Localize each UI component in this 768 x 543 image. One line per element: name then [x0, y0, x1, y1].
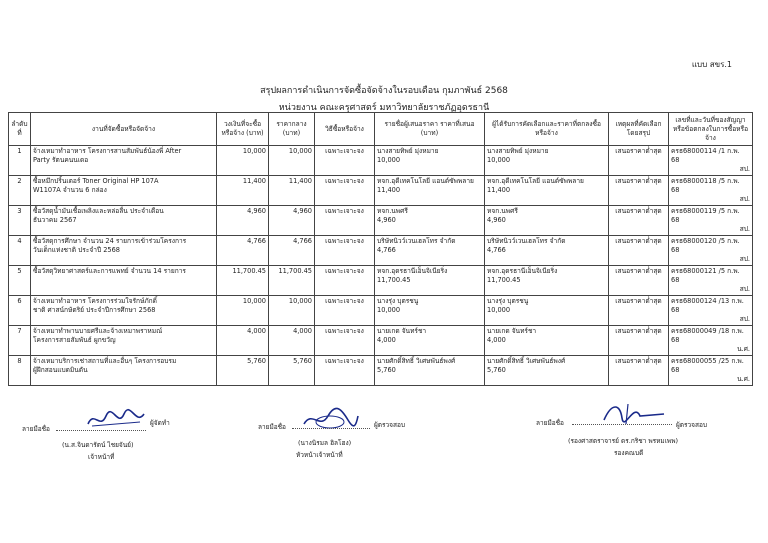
contract-reference-contract-line1: ครธ68000121 /5 ก.พ. 68: [671, 267, 740, 284]
bidder-and-price-bidder: หจก.อุดรธานีเอ็นจิเนียริ่ง: [377, 267, 448, 275]
median-price-median: 4,766: [293, 237, 312, 245]
table-row: [9, 356, 753, 386]
procurement-method-method: เฉพาะเจาะจง: [325, 177, 364, 185]
table-row: [9, 236, 753, 266]
bidder-and-price-cell: [375, 146, 485, 176]
item-description-cell: [31, 206, 217, 236]
budget-amount-budget: 4,000: [247, 327, 266, 335]
contract-reference-contract-line2: สป.: [739, 195, 750, 203]
item-description-cell: [31, 236, 217, 266]
selection-reason-reason: เสนอราคาต่ำสุด: [615, 297, 662, 305]
selection-reason-reason: เสนอราคาต่ำสุด: [615, 207, 662, 215]
row-number-cell: [9, 296, 31, 326]
col-header-no: ลำดับที่: [9, 113, 31, 146]
procurement-method-method: เฉพาะเจาะจง: [325, 297, 364, 305]
median-price-cell: [269, 176, 315, 206]
bidder-and-price-cell: [375, 236, 485, 266]
budget-amount-budget: 5,760: [247, 357, 266, 365]
item-description-item-line1: ซื้อวัสดุการศึกษา จำนวน 24 รายการเข้าร่วมโครงการ: [33, 237, 187, 245]
item-description-item-line2: ชาติ ศาสน์กษัตริย์ ประจำปีการศึกษา 2568: [33, 306, 156, 314]
contract-reference-contract-line2: สป.: [739, 165, 750, 173]
contract-reference-cell: [669, 296, 753, 326]
selection-reason-reason: เสนอราคาต่ำสุด: [615, 237, 662, 245]
item-description-cell: [31, 296, 217, 326]
winner-and-price-winner: หจก.นพศรี: [487, 207, 518, 215]
contract-reference-contract-line2: สป.: [739, 315, 750, 323]
row-number-no: 4: [17, 237, 22, 245]
row-number-no: 6: [17, 297, 22, 305]
signature-right-line: [572, 424, 672, 425]
item-description-cell: [31, 266, 217, 296]
selection-reason-cell: [609, 206, 669, 236]
row-number-cell: [9, 236, 31, 266]
contract-reference-cell: [669, 236, 753, 266]
contract-reference-cell: [669, 356, 753, 386]
median-price-median: 10,000: [288, 297, 312, 305]
bidder-and-price-cell: [375, 296, 485, 326]
selection-reason-reason: เสนอราคาต่ำสุด: [615, 177, 662, 185]
item-description-cell: [31, 356, 217, 386]
item-description-item-line1: จ้างเหมาทำพานบายศรีและจ้างเหมาพราหมณ์: [33, 327, 163, 335]
budget-amount-budget: 11,400: [242, 177, 266, 185]
budget-amount-cell: [217, 176, 269, 206]
contract-reference-contract-line2: สป.: [739, 285, 750, 293]
procurement-table: [8, 112, 753, 386]
procurement-method-cell: [315, 326, 375, 356]
median-price-cell: [269, 206, 315, 236]
row-number-no: 3: [17, 207, 22, 215]
signature-left-mark: [84, 408, 148, 432]
contract-reference-contract-line1: ครธ68000119 /5 ก.พ. 68: [671, 207, 740, 224]
winner-and-price-cell: [485, 146, 609, 176]
signature-right-label: ลายมือชื่อ: [536, 419, 564, 427]
document-title: สรุปผลการดำเนินการจัดซื้อจัดจ้างในรอบเดือน กุมภาพันธ์ 2568: [260, 86, 508, 96]
selection-reason-cell: [609, 236, 669, 266]
procurement-method-method: เฉพาะเจาะจง: [325, 327, 364, 335]
contract-reference-contract-line1: ครธ68000049 /18 ก.พ. 68: [671, 327, 744, 344]
signature-left-position: เจ้าหน้าที่: [88, 453, 115, 461]
median-price-median: 11,700.45: [278, 267, 312, 275]
item-description-item-line1: ซื้อวัสดุวิทยาศาสตร์และการแพทย์ จำนวน 14 รายการ: [33, 267, 186, 275]
item-description-item-line2: Party รัตนคนนเดอ: [33, 156, 89, 164]
signature-right-mark: [598, 398, 668, 426]
col-header-median: ราคากลาง (บาท): [269, 113, 315, 146]
row-number-cell: [9, 206, 31, 236]
bidder-and-price-bidder: นางสายทิพย์ มุ่งหมาย: [377, 147, 439, 155]
contract-reference-contract-line2: สป.: [739, 255, 750, 263]
contract-reference-cell: [669, 206, 753, 236]
budget-amount-cell: [217, 236, 269, 266]
item-description-item-line1: จ้างเหมาทำอาหาร โครงการสานสัมพันธ์น้องพี่ After: [33, 147, 182, 155]
median-price-cell: [269, 236, 315, 266]
selection-reason-cell: [609, 176, 669, 206]
signature-left-name: (น.ส.จินดารัตน์ ไชยจันย์): [62, 441, 134, 449]
procurement-method-cell: [315, 356, 375, 386]
budget-amount-cell: [217, 266, 269, 296]
row-number-no: 2: [17, 177, 22, 185]
procurement-method-cell: [315, 296, 375, 326]
table-header-row: [9, 113, 753, 146]
col-header-contract: เลขที่และวันที่ของสัญญาหรือข้อตกลงในการซื้อหรือจ้าง: [669, 113, 753, 146]
item-description-item-line1: จ้างเหมาทำอาหาร โครงการร่วมใจรักษ์ภักดิ์: [33, 297, 157, 305]
procurement-method-cell: [315, 206, 375, 236]
budget-amount-budget: 4,960: [247, 207, 266, 215]
signature-mid-line: [292, 428, 370, 429]
bidder-and-price-bidder: นายศักดิ์สิทธิ์ วิเศษพันธ์พงศ์: [377, 357, 456, 365]
selection-reason-reason: เสนอราคาต่ำสุด: [615, 327, 662, 335]
budget-amount-cell: [217, 206, 269, 236]
signature-mid-role: ผู้ตรวจสอบ: [374, 421, 405, 429]
winner-and-price-win-price: 5,760: [487, 366, 506, 374]
procurement-method-method: เฉพาะเจาะจง: [325, 357, 364, 365]
signature-right-position: รองคณบดี: [614, 449, 644, 457]
winner-and-price-winner: นางสายทิพย์ มุ่งหมาย: [487, 147, 549, 155]
median-price-cell: [269, 326, 315, 356]
signature-left-label: ลายมือชื่อ: [22, 425, 50, 433]
winner-and-price-win-price: 10,000: [487, 156, 511, 164]
procurement-method-method: เฉพาะเจาะจง: [325, 147, 364, 155]
row-number-cell: [9, 266, 31, 296]
procurement-method-method: เฉพาะเจาะจง: [325, 207, 364, 215]
median-price-cell: [269, 146, 315, 176]
budget-amount-cell: [217, 146, 269, 176]
budget-amount-budget: 11,700.45: [232, 267, 266, 275]
signature-mid-label: ลายมือชื่อ: [258, 423, 286, 431]
contract-reference-contract-line1: ครธ68000124 /13 ก.พ. 68: [671, 297, 744, 314]
winner-and-price-win-price: 4,000: [487, 336, 506, 344]
bidder-and-price-cell: [375, 206, 485, 236]
procurement-method-cell: [315, 266, 375, 296]
col-header-item: งานที่จัดซื้อหรือจัดจ้าง: [31, 113, 217, 146]
row-number-cell: [9, 176, 31, 206]
item-description-item-line2: ผู้ฝึกสอนแบดมินตัน: [33, 366, 88, 374]
contract-reference-cell: [669, 176, 753, 206]
col-header-winner: ผู้ได้รับการคัดเลือกและราคาที่ตกลงซื้อหรือจ้าง: [485, 113, 609, 146]
winner-and-price-winner: นายศักดิ์สิทธิ์ วิเศษพันธ์พงศ์: [487, 357, 566, 365]
table-row: [9, 266, 753, 296]
signature-right-name: (รองศาสตราจารย์ ดร.กริชา พรหมเพพ): [568, 437, 679, 445]
row-number-cell: [9, 356, 31, 386]
bidder-and-price-bid-price: 4,000: [377, 336, 396, 344]
winner-and-price-win-price: 4,766: [487, 246, 506, 254]
col-header-reason: เหตุผลที่คัดเลือกโดยสรุป: [609, 113, 669, 146]
contract-reference-cell: [669, 266, 753, 296]
procurement-method-method: เฉพาะเจาะจง: [325, 267, 364, 275]
contract-reference-contract-line2: น.ศ.: [737, 345, 750, 353]
median-price-cell: [269, 266, 315, 296]
row-number-no: 5: [17, 267, 22, 275]
bidder-and-price-bid-price: 10,000: [377, 306, 401, 314]
winner-and-price-cell: [485, 176, 609, 206]
row-number-no: 1: [17, 147, 22, 155]
winner-and-price-winner: หจก.อุดรธานีเอ็นจิเนียริ่ง: [487, 267, 558, 275]
item-description-cell: [31, 176, 217, 206]
contract-reference-contract-line1: ครธ68000120 /5 ก.พ. 68: [671, 237, 740, 254]
table-row: [9, 206, 753, 236]
bidder-and-price-bidder: หจก.อุดีเทคโนโลยี แอนด์ซัพพลาย: [377, 177, 474, 185]
winner-and-price-win-price: 10,000: [487, 306, 511, 314]
selection-reason-cell: [609, 356, 669, 386]
signature-left-line: [56, 430, 146, 431]
budget-amount-budget: 4,766: [247, 237, 266, 245]
bidder-and-price-cell: [375, 326, 485, 356]
procurement-method-cell: [315, 176, 375, 206]
median-price-median: 10,000: [288, 147, 312, 155]
winner-and-price-win-price: 4,960: [487, 216, 506, 224]
document-subtitle: หน่วยงาน คณะครุศาสตร์ มหาวิทยาลัยราชภัฏอุดรธานี: [278, 103, 490, 113]
winner-and-price-cell: [485, 296, 609, 326]
contract-reference-contract-line2: น.ศ.: [737, 375, 750, 383]
bidder-and-price-bid-price: 11,700.45: [377, 276, 411, 284]
budget-amount-budget: 10,000: [242, 297, 266, 305]
contract-reference-cell: [669, 326, 753, 356]
winner-and-price-win-price: 11,700.45: [487, 276, 521, 284]
selection-reason-reason: เสนอราคาต่ำสุด: [615, 267, 662, 275]
bidder-and-price-bid-price: 11,400: [377, 186, 401, 194]
table-row: [9, 146, 753, 176]
row-number-no: 7: [17, 327, 22, 335]
selection-reason-cell: [609, 266, 669, 296]
winner-and-price-cell: [485, 206, 609, 236]
contract-reference-contract-line2: สป.: [739, 225, 750, 233]
bidder-and-price-bid-price: 5,760: [377, 366, 396, 374]
bidder-and-price-bidder: นายเกด จันทร์ชา: [377, 327, 427, 335]
contract-reference-contract-line1: ครธ68000055 /25 ก.พ. 68: [671, 357, 744, 374]
median-price-cell: [269, 356, 315, 386]
winner-and-price-cell: [485, 266, 609, 296]
winner-and-price-winner: นายเกด จันทร์ชา: [487, 327, 537, 335]
winner-and-price-winner: นางรุ่ง บุตรชนู: [487, 297, 529, 305]
bidder-and-price-bidder: หจก.นพศรี: [377, 207, 408, 215]
table-row: [9, 326, 753, 356]
item-description-item-line2: โครงการสายสัมพันธ์ ผูกขวัญ: [33, 336, 116, 344]
bidder-and-price-cell: [375, 356, 485, 386]
item-description-item-line1: ซื้อวัสดุน้ำมันเชื้อเพลิงและหล่อลื่น ประจำเดือน: [33, 207, 164, 215]
table-row: [9, 176, 753, 206]
item-description-item-line2: ธันวาคม 2567: [33, 216, 77, 224]
budget-amount-cell: [217, 326, 269, 356]
winner-and-price-winner: บริษัทนิวว์เวนเฮลโทร จำกัด: [487, 237, 566, 245]
form-code: แบบ สขร.1: [691, 60, 732, 69]
winner-and-price-winner: หจก.อุดีเทคโนโลยี แอนด์ซัพพลาย: [487, 177, 584, 185]
selection-reason-reason: เสนอราคาต่ำสุด: [615, 357, 662, 365]
median-price-cell: [269, 296, 315, 326]
bidder-and-price-bid-price: 4,960: [377, 216, 396, 224]
bidder-and-price-cell: [375, 176, 485, 206]
selection-reason-cell: [609, 296, 669, 326]
row-number-cell: [9, 146, 31, 176]
winner-and-price-cell: [485, 356, 609, 386]
budget-amount-cell: [217, 356, 269, 386]
signature-mid-position: หัวหน้าเจ้าหน้าที่: [296, 451, 343, 459]
contract-reference-contract-line1: ครธ68000118 /5 ก.พ. 68: [671, 177, 740, 194]
signature-right-role: ผู้ตรวจสอบ: [676, 421, 707, 429]
winner-and-price-cell: [485, 326, 609, 356]
col-header-bidders: รายชื่อผู้เสนอราคา ราคาที่เสนอ (บาท): [375, 113, 485, 146]
row-number-no: 8: [17, 357, 22, 365]
item-description-item-line2: วันเด็กแห่งชาติ ประจำปี 2568: [33, 246, 121, 254]
bidder-and-price-bid-price: 4,766: [377, 246, 396, 254]
item-description-item-line2: W1107A จำนวน 6 กล่อง: [33, 186, 107, 194]
row-number-cell: [9, 326, 31, 356]
col-header-method: วิธีซื้อหรือจ้าง: [315, 113, 375, 146]
median-price-median: 5,760: [293, 357, 312, 365]
median-price-median: 4,960: [293, 207, 312, 215]
selection-reason-cell: [609, 326, 669, 356]
median-price-median: 11,400: [288, 177, 312, 185]
col-header-budget: วงเงินที่จะซื้อหรือจ้าง (บาท): [217, 113, 269, 146]
signature-left-role: ผู้จัดทำ: [150, 419, 170, 427]
procurement-method-method: เฉพาะเจาะจง: [325, 237, 364, 245]
bidder-and-price-cell: [375, 266, 485, 296]
procurement-method-cell: [315, 236, 375, 266]
median-price-median: 4,000: [293, 327, 312, 335]
table-row: [9, 296, 753, 326]
bidder-and-price-bid-price: 10,000: [377, 156, 401, 164]
item-description-item-line1: จ้างเหมาบริการเช่าสถานที่และอื่นๆ โครงการอบรม: [33, 357, 177, 365]
budget-amount-cell: [217, 296, 269, 326]
signature-mid-name: (นางนิรมล ฮิลโฮง): [298, 439, 352, 447]
procurement-method-cell: [315, 146, 375, 176]
bidder-and-price-bidder: บริษัทนิวว์เวนเฮลโทร จำกัด: [377, 237, 456, 245]
item-description-cell: [31, 146, 217, 176]
contract-reference-contract-line1: ครธ68000114 /1 ก.พ. 68: [671, 147, 740, 164]
winner-and-price-cell: [485, 236, 609, 266]
bidder-and-price-bidder: นางรุ่ง บุตรชนู: [377, 297, 419, 305]
winner-and-price-win-price: 11,400: [487, 186, 511, 194]
budget-amount-budget: 10,000: [242, 147, 266, 155]
selection-reason-cell: [609, 146, 669, 176]
selection-reason-reason: เสนอราคาต่ำสุด: [615, 147, 662, 155]
item-description-cell: [31, 326, 217, 356]
contract-reference-cell: [669, 146, 753, 176]
item-description-item-line1: ซื้อหมึกปริ้นเตอร์ Toner Original HP 107A: [33, 177, 159, 185]
